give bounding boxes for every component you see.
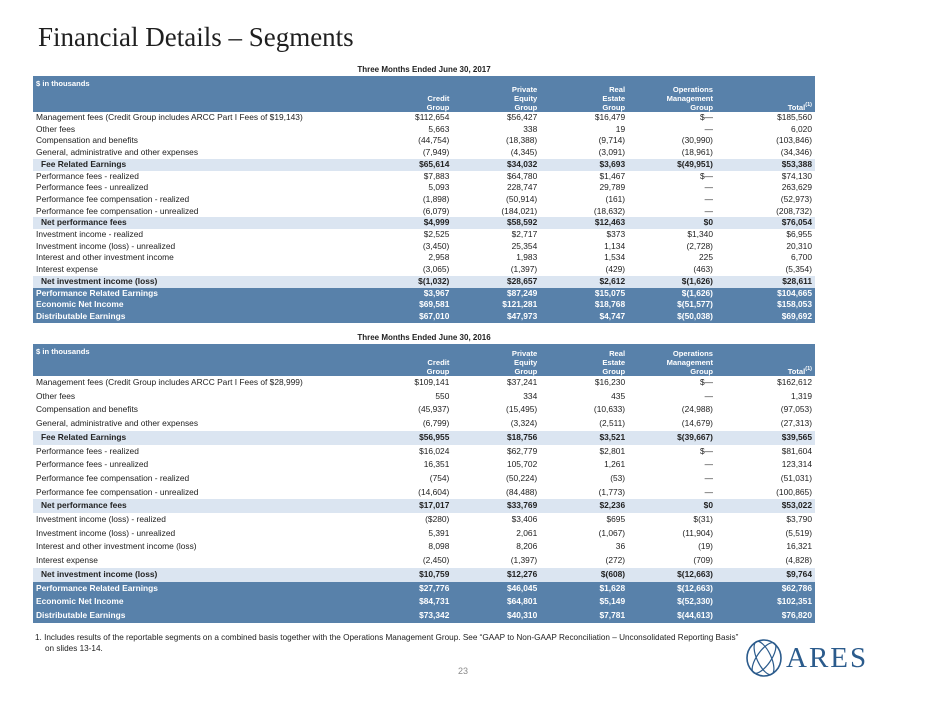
cell-value: (52,973) <box>780 193 812 204</box>
row-label: Net performance fees <box>33 499 364 513</box>
cell-value: $69,581 <box>364 299 452 311</box>
cell-value: $53,022 <box>716 499 815 513</box>
cell-value: $109,141 <box>414 377 450 387</box>
table-row <box>33 206 815 218</box>
row-label: Net investment income (loss) <box>33 276 364 288</box>
cell-value: 123,314 <box>781 459 812 470</box>
cell-value: (709) <box>693 555 713 566</box>
row-label: Compensation and benefits <box>36 135 138 146</box>
col-header-operations <box>628 344 716 376</box>
cell-value: $28,657 <box>452 276 540 288</box>
col-header-total <box>716 344 815 376</box>
col-header-real-estate <box>540 76 628 112</box>
row-label: Investment income (loss) - unrealized <box>36 240 176 251</box>
cell-value: (754) <box>429 472 450 483</box>
table-row <box>33 568 815 582</box>
cell-value: 5,093 <box>428 182 450 193</box>
table-row <box>33 527 815 541</box>
table2-caption: Three Months Ended June 30, 2016 <box>357 333 491 342</box>
cell-value: $(51,577) <box>628 299 716 311</box>
row-label: Fee Related Earnings <box>33 431 364 445</box>
cell-value: $67,010 <box>364 311 452 323</box>
cell-value: $— <box>699 445 713 456</box>
cell-value: $(12,663) <box>628 582 716 596</box>
cell-value: (1,397) <box>510 264 538 275</box>
cell-value: (3,450) <box>422 240 450 251</box>
cell-value: (1,898) <box>422 193 450 204</box>
cell-value: $1,467 <box>599 170 626 181</box>
table-row <box>33 458 815 472</box>
row-label: Distributable Earnings <box>33 609 364 623</box>
cell-value: (2,728) <box>686 240 713 251</box>
row-label: Interest expense <box>36 555 98 566</box>
row-label: Performance fee compensation - unrealized <box>36 205 199 216</box>
cell-value: $16,024 <box>419 445 450 456</box>
table-row <box>33 276 815 288</box>
cell-value: — <box>704 459 713 470</box>
col-header-text: Total <box>787 367 806 376</box>
table-row <box>33 299 815 311</box>
col-header-real-estate <box>540 344 628 376</box>
cell-value: $10,759 <box>364 568 452 582</box>
cell-value: 29,789 <box>599 182 626 193</box>
cell-value: 6,700 <box>791 252 812 263</box>
cell-value: $16,230 <box>594 377 626 387</box>
row-label: Performance fees - unrealized <box>36 459 149 470</box>
cell-value: (53) <box>610 472 626 483</box>
footnote-mark: (1) <box>805 366 812 372</box>
table-header-row <box>33 344 815 376</box>
cell-value: $64,780 <box>506 170 538 181</box>
cell-value: $(44,613) <box>628 609 716 623</box>
cell-value: $162,612 <box>777 377 812 387</box>
cell-value: (272) <box>605 555 626 566</box>
cell-value: (18,961) <box>681 147 713 158</box>
cell-value: $(12,663) <box>628 568 716 582</box>
cell-value: (1,397) <box>510 555 538 566</box>
cell-value: $(50,038) <box>628 311 716 323</box>
cell-value: 8,098 <box>428 541 450 552</box>
cell-value: 334 <box>523 390 538 401</box>
cell-value: $76,054 <box>716 217 815 229</box>
cell-value: $102,351 <box>716 595 815 609</box>
cell-value: (429) <box>605 264 626 275</box>
table-row <box>33 159 815 171</box>
cell-value: $3,790 <box>786 514 812 525</box>
table-row <box>33 445 815 459</box>
cell-value: — <box>704 182 713 193</box>
row-label: Investment income (loss) - realized <box>36 514 166 525</box>
table-row <box>33 431 815 445</box>
cell-value: $16,479 <box>594 112 626 122</box>
row-label: Economic Net Income <box>33 595 364 609</box>
table-body <box>33 376 815 623</box>
col-header-text: Total <box>787 103 806 112</box>
cell-value: $17,017 <box>364 499 452 513</box>
table-row <box>33 376 815 390</box>
cell-value: (1,773) <box>598 486 626 497</box>
row-label: Economic Net Income <box>33 299 364 311</box>
cell-value: 16,321 <box>786 541 812 552</box>
cell-value: (18,388) <box>506 135 538 146</box>
cell-value: (45,937) <box>418 404 450 415</box>
table-row <box>33 540 815 554</box>
cell-value: $2,525 <box>423 229 450 240</box>
cell-value: $74,130 <box>781 170 812 181</box>
footnote-mark: (1) <box>805 102 812 108</box>
cell-value: $(1,626) <box>628 276 716 288</box>
cell-value: (208,732) <box>776 205 812 216</box>
table-2017 <box>33 76 815 323</box>
cell-value: $4,999 <box>364 217 452 229</box>
row-label: General, administrative and other expenses <box>36 147 199 158</box>
table-row <box>33 513 815 527</box>
cell-value: (15,495) <box>506 404 538 415</box>
cell-value: $37,241 <box>506 377 538 387</box>
cell-value: (14,679) <box>681 418 713 429</box>
cell-value: (7,949) <box>422 147 450 158</box>
ares-logo <box>744 637 894 679</box>
cell-value: (4,345) <box>510 147 538 158</box>
cell-value: $2,612 <box>540 276 628 288</box>
col-header-credit <box>364 344 452 376</box>
table-row <box>33 582 815 596</box>
unit-label: $ in thousands <box>33 76 364 112</box>
col-header-text: Operations Management Group <box>666 349 713 376</box>
col-header-text: Real Estate Group <box>602 85 626 112</box>
table-row <box>33 217 815 229</box>
col-header-text: Private Equity Group <box>511 85 538 112</box>
row-label: Investment income (loss) - unrealized <box>36 527 176 538</box>
logo-text: ARES <box>786 642 869 674</box>
cell-value: $33,769 <box>452 499 540 513</box>
cell-value: $76,820 <box>716 609 815 623</box>
table-row <box>33 499 815 513</box>
cell-value: — <box>704 472 713 483</box>
cell-value: $— <box>699 170 713 181</box>
table-row <box>33 403 815 417</box>
cell-value: (11,904) <box>682 527 713 538</box>
row-label: Distributable Earnings <box>33 311 364 323</box>
cell-value: (5,519) <box>785 527 812 538</box>
row-label: Other fees <box>36 390 76 401</box>
cell-value: $0 <box>628 217 716 229</box>
cell-value: (50,914) <box>506 193 538 204</box>
table-row <box>33 288 815 300</box>
cell-value: 1,261 <box>604 459 626 470</box>
cell-value: (19) <box>698 541 713 552</box>
cell-value: $2,236 <box>540 499 628 513</box>
cell-value: (100,865) <box>776 486 812 497</box>
table-row <box>33 264 815 276</box>
cell-value: $(1,626) <box>628 288 716 300</box>
cell-value: $12,463 <box>540 217 628 229</box>
cell-value: $3,967 <box>364 288 452 300</box>
cell-value: 6,020 <box>791 123 812 134</box>
row-label: Performance Related Earnings <box>33 288 364 300</box>
cell-value: $47,973 <box>452 311 540 323</box>
cell-value: $3,406 <box>511 514 538 525</box>
cell-value: (5,354) <box>785 264 812 275</box>
cell-value: $(49,951) <box>628 159 716 171</box>
cell-value: (97,053) <box>780 404 812 415</box>
cell-value: — <box>704 486 713 497</box>
cell-value: $121,281 <box>452 299 540 311</box>
table-row <box>33 486 815 500</box>
cell-value: $7,781 <box>540 609 628 623</box>
table-2016 <box>33 344 815 623</box>
col-header-private-equity <box>452 344 540 376</box>
cell-value: (4,828) <box>785 555 812 566</box>
cell-value: $39,565 <box>716 431 815 445</box>
cell-value: $18,768 <box>540 299 628 311</box>
row-label: Performance fees - realized <box>36 170 139 181</box>
table-row <box>33 194 815 206</box>
col-header-text: Credit Group <box>426 94 450 112</box>
cell-value: $1,628 <box>540 582 628 596</box>
table-row <box>33 554 815 568</box>
cell-value: $0 <box>628 499 716 513</box>
table-header-row <box>33 76 815 112</box>
cell-value: ($280) <box>425 514 450 525</box>
table-row <box>33 124 815 136</box>
col-header-operations <box>628 76 716 112</box>
row-label: Interest expense <box>36 264 98 275</box>
table-row <box>33 147 815 159</box>
cell-value: $84,731 <box>364 595 452 609</box>
cell-value: 338 <box>523 123 538 134</box>
table-row <box>33 182 815 194</box>
cell-value: $87,249 <box>452 288 540 300</box>
cell-value: — <box>704 193 713 204</box>
cell-value: — <box>704 205 713 216</box>
cell-value: $53,388 <box>716 159 815 171</box>
cell-value: $27,776 <box>364 582 452 596</box>
cell-value: $(52,330) <box>628 595 716 609</box>
row-label: Performance fee compensation - realized <box>36 193 190 204</box>
row-label: Interest and other investment income <box>36 252 174 263</box>
row-label: Net investment income (loss) <box>33 568 364 582</box>
table-row <box>33 390 815 404</box>
table-row <box>33 417 815 431</box>
cell-value: $18,756 <box>452 431 540 445</box>
row-label: Management fees (Credit Group includes ARCC Part I Fees of $19,143) <box>36 112 303 122</box>
row-label: Investment income - realized <box>36 229 144 240</box>
cell-value: — <box>704 390 713 401</box>
col-header-total <box>716 76 815 112</box>
cell-value: $373 <box>606 229 626 240</box>
cell-value: 550 <box>435 390 450 401</box>
cell-value: 2,061 <box>516 527 538 538</box>
row-label: Other fees <box>36 123 76 134</box>
cell-value: (9,714) <box>598 135 626 146</box>
row-label: Interest and other investment income (loss) <box>36 541 197 552</box>
cell-value: 8,206 <box>516 541 538 552</box>
cell-value: 263,629 <box>781 182 812 193</box>
cell-value: 25,354 <box>511 240 538 251</box>
table-row <box>33 241 815 253</box>
cell-value: $69,692 <box>716 311 815 323</box>
footnote-line: 1. Includes results of the reportable segments on a combined basis together with the Operations Management Group. See “GAAP to Non-GAAP Reconciliation – Unconsolidated Reporting Basis” <box>35 633 739 642</box>
cell-value: 5,663 <box>428 123 450 134</box>
row-label: Performance Related Earnings <box>33 582 364 596</box>
cell-value: $62,779 <box>506 445 538 456</box>
cell-value: $3,693 <box>540 159 628 171</box>
cell-value: $112,654 <box>415 112 450 122</box>
cell-value: $64,801 <box>452 595 540 609</box>
logo-mark-icon <box>744 637 788 679</box>
col-header-text: Operations Management Group <box>666 85 713 112</box>
row-label: Performance fee compensation - unrealized <box>36 486 199 497</box>
cell-value: 36 <box>615 541 626 552</box>
cell-value: $65,614 <box>364 159 452 171</box>
cell-value: $46,045 <box>452 582 540 596</box>
cell-value: (3,091) <box>598 147 626 158</box>
row-label: General, administrative and other expenses <box>36 418 199 429</box>
table-row <box>33 252 815 264</box>
table1-caption: Three Months Ended June 30, 2017 <box>357 65 491 74</box>
table-row <box>33 311 815 323</box>
cell-value: 16,351 <box>423 459 450 470</box>
row-label: Management fees (Credit Group includes ARCC Part I Fees of $28,999) <box>36 377 303 387</box>
col-header-credit <box>364 76 452 112</box>
cell-value: $58,592 <box>452 217 540 229</box>
cell-value: $695 <box>606 514 626 525</box>
cell-value: $73,342 <box>364 609 452 623</box>
cell-value: $— <box>699 377 713 387</box>
cell-value: (1,067) <box>598 527 626 538</box>
cell-value: 1,534 <box>604 252 626 263</box>
cell-value: $104,665 <box>716 288 815 300</box>
cell-value: $40,310 <box>452 609 540 623</box>
cell-value: 435 <box>611 390 626 401</box>
cell-value: $185,560 <box>777 112 812 122</box>
table-row <box>33 229 815 241</box>
cell-value: (3,065) <box>422 264 450 275</box>
cell-value: (14,604) <box>418 486 450 497</box>
cell-value: $81,604 <box>781 445 812 456</box>
cell-value: $6,955 <box>786 229 812 240</box>
cell-value: $(1,032) <box>364 276 452 288</box>
cell-value: 5,391 <box>428 527 450 538</box>
cell-value: $34,032 <box>452 159 540 171</box>
cell-value: (51,031) <box>780 472 812 483</box>
cell-value: (34,346) <box>780 147 812 158</box>
cell-value: 228,747 <box>506 182 538 193</box>
cell-value: $56,955 <box>364 431 452 445</box>
cell-value: (161) <box>605 193 626 204</box>
col-header-text: Credit Group <box>426 358 450 376</box>
cell-value: 1,319 <box>791 390 812 401</box>
page-title: Financial Details – Segments <box>38 22 354 52</box>
row-label: Performance fees - unrealized <box>36 182 149 193</box>
cell-value: 20,310 <box>786 240 812 251</box>
cell-value: $2,801 <box>599 445 626 456</box>
row-label: Performance fee compensation - realized <box>36 472 190 483</box>
cell-value: (44,754) <box>418 135 450 146</box>
cell-value: $5,149 <box>540 595 628 609</box>
col-header-text: Real Estate Group <box>602 349 626 376</box>
footnote <box>35 632 755 654</box>
row-label: Performance fees - realized <box>36 445 139 456</box>
cell-value: — <box>704 123 713 134</box>
cell-value: $3,521 <box>540 431 628 445</box>
table-row <box>33 472 815 486</box>
cell-value: $62,786 <box>716 582 815 596</box>
table-row <box>33 135 815 147</box>
cell-value: $56,427 <box>506 112 538 122</box>
table-row <box>33 112 815 124</box>
cell-value: 19 <box>615 123 626 134</box>
cell-value: 1,134 <box>604 240 626 251</box>
cell-value: (10,633) <box>593 404 626 415</box>
cell-value: (24,988) <box>681 404 713 415</box>
cell-value: $(39,667) <box>628 431 716 445</box>
col-header-text: Private Equity Group <box>511 349 538 376</box>
cell-value: $158,053 <box>716 299 815 311</box>
cell-value: $(608) <box>540 568 628 582</box>
cell-value: (30,990) <box>681 135 713 146</box>
table-row <box>33 595 815 609</box>
cell-value: $15,075 <box>540 288 628 300</box>
cell-value: (18,632) <box>593 205 626 216</box>
cell-value: 1,983 <box>516 252 538 263</box>
footnote-line: on slides 13-14. <box>45 644 103 653</box>
col-header-private-equity <box>452 76 540 112</box>
cell-value: $4,747 <box>540 311 628 323</box>
unit-label: $ in thousands <box>33 344 364 376</box>
row-label: Fee Related Earnings <box>33 159 364 171</box>
cell-value: 105,702 <box>506 459 538 470</box>
cell-value: $12,276 <box>452 568 540 582</box>
cell-value: (463) <box>693 264 713 275</box>
cell-value: (6,799) <box>422 418 450 429</box>
row-label: Net performance fees <box>33 217 364 229</box>
cell-value: (50,224) <box>506 472 538 483</box>
table-row <box>33 171 815 183</box>
page-number: 23 <box>458 666 469 676</box>
row-label: Compensation and benefits <box>36 404 138 415</box>
cell-value: (27,313) <box>780 418 812 429</box>
cell-value: (3,324) <box>510 418 538 429</box>
cell-value: $7,883 <box>423 170 450 181</box>
cell-value: (6,079) <box>422 205 450 216</box>
cell-value: $(31) <box>693 514 713 525</box>
cell-value: (184,021) <box>501 205 538 216</box>
cell-value: (2,511) <box>599 418 626 429</box>
cell-value: (103,846) <box>776 135 812 146</box>
cell-value: $2,717 <box>511 229 538 240</box>
cell-value: $9,764 <box>716 568 815 582</box>
cell-value: (2,450) <box>422 555 450 566</box>
cell-value: $28,611 <box>716 276 815 288</box>
cell-value: 2,958 <box>428 252 450 263</box>
cell-value: (84,488) <box>506 486 538 497</box>
cell-value: $— <box>699 112 713 122</box>
table-row <box>33 609 815 623</box>
table-body <box>33 112 815 323</box>
cell-value: 225 <box>699 252 713 263</box>
cell-value: $1,340 <box>687 229 713 240</box>
